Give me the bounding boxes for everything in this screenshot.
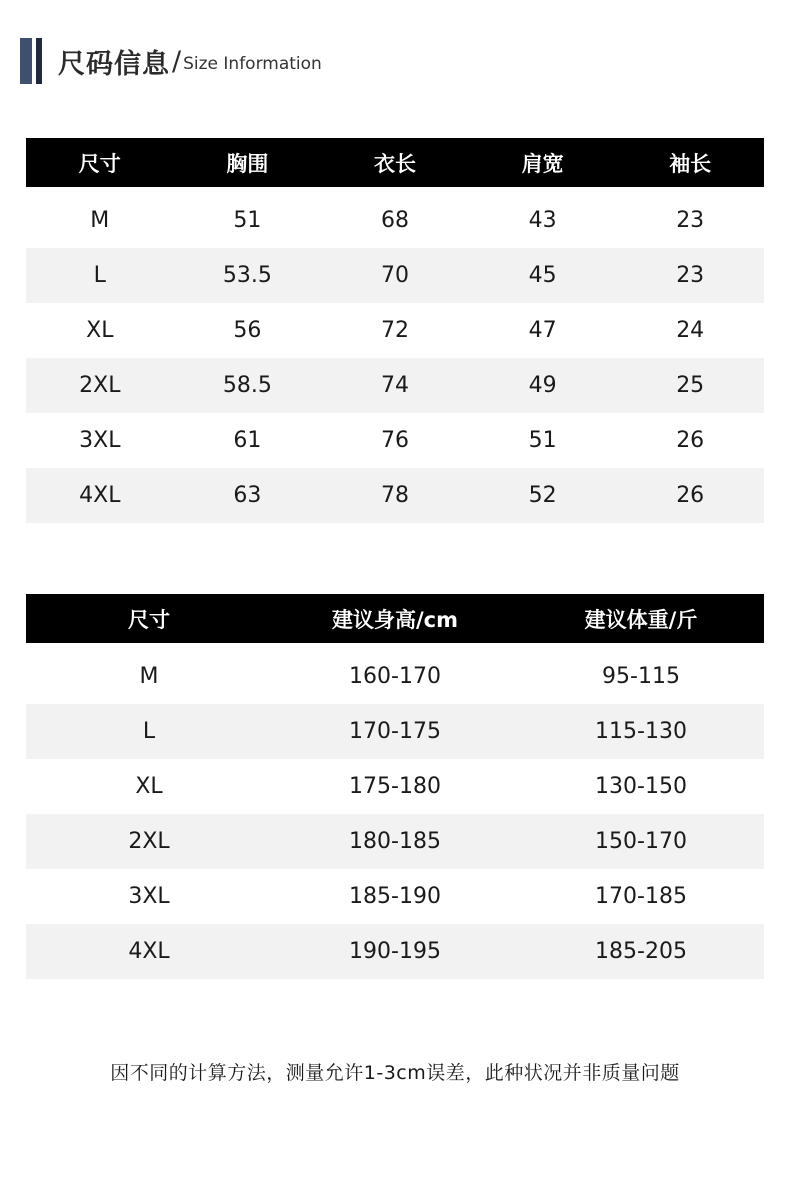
column-header: 尺寸: [26, 594, 272, 643]
table-cell: 74: [321, 358, 469, 413]
table-cell: 47: [528, 318, 557, 343]
table-row: [26, 358, 764, 413]
table-cell: L: [26, 248, 174, 303]
table-cell: 56: [233, 318, 262, 343]
table-row: [26, 814, 764, 869]
recommendation-table-header: [26, 594, 764, 643]
table-cell: 25: [616, 358, 764, 413]
table-cell: 190-195: [272, 924, 518, 979]
table-cell: 49: [469, 358, 617, 413]
column-header: 尺寸: [26, 138, 174, 187]
table-cell: 72: [380, 318, 409, 343]
column-header: 建议体重/斤: [518, 594, 764, 643]
table-cell: 160-170: [349, 664, 441, 689]
table-cell: 4XL: [26, 468, 174, 523]
heading-accent-bar: [20, 38, 32, 84]
table-cell: 95-115: [602, 664, 680, 689]
table-cell: 185-205: [518, 924, 764, 979]
table-row: [26, 759, 764, 814]
table-cell: 26: [676, 428, 705, 453]
column-header: 建议身高/cm: [272, 594, 518, 643]
column-header: 衣长: [321, 138, 469, 187]
table-cell: 115-130: [518, 704, 764, 759]
table-cell: 78: [321, 468, 469, 523]
column-header: 袖长: [616, 138, 764, 187]
table-cell: XL: [86, 318, 114, 343]
table-row: [26, 649, 764, 704]
table-row: [26, 193, 764, 248]
table-cell: 2XL: [26, 358, 174, 413]
table-cell: 185-190: [349, 884, 441, 909]
table-cell: 170-185: [595, 884, 687, 909]
table-cell: 23: [616, 248, 764, 303]
table-cell: 3XL: [128, 884, 170, 909]
table-row: [26, 248, 764, 303]
table-cell: 2XL: [26, 814, 272, 869]
table-cell: 150-170: [518, 814, 764, 869]
table-row: [26, 468, 764, 523]
table-cell: 68: [380, 208, 409, 233]
table-row: [26, 869, 764, 924]
table-cell: 52: [469, 468, 617, 523]
table-cell: 3XL: [79, 428, 121, 453]
table-cell: M: [139, 664, 159, 689]
table-cell: 45: [469, 248, 617, 303]
table-cell: 170-175: [272, 704, 518, 759]
table-cell: 53.5: [174, 248, 322, 303]
table-cell: 51: [233, 208, 262, 233]
measurement-table: [26, 138, 764, 523]
table-cell: 23: [676, 208, 705, 233]
table-cell: 58.5: [174, 358, 322, 413]
heading-slash: /: [172, 45, 182, 77]
table-cell: 130-150: [595, 774, 687, 799]
recommendation-table: [26, 594, 764, 979]
heading-accent-bar-dark: [36, 38, 42, 84]
table-cell: XL: [135, 774, 163, 799]
table-cell: 180-185: [272, 814, 518, 869]
table-row: [26, 704, 764, 759]
table-cell: M: [90, 208, 110, 233]
heading-subtitle: Size Information: [183, 54, 322, 74]
table-cell: 4XL: [26, 924, 272, 979]
table-cell: 26: [616, 468, 764, 523]
table-cell: 175-180: [349, 774, 441, 799]
column-header: 肩宽: [469, 138, 617, 187]
table-cell: 43: [528, 208, 557, 233]
table-cell: 51: [528, 428, 557, 453]
table-cell: 63: [174, 468, 322, 523]
table-row: [26, 413, 764, 468]
table-row: [26, 924, 764, 979]
table-cell: 70: [321, 248, 469, 303]
column-header: 胸围: [174, 138, 322, 187]
heading-title: 尺码信息: [58, 48, 170, 80]
section-heading: [20, 38, 322, 84]
measurement-table-header: [26, 138, 764, 187]
measurement-disclaimer: 因不同的计算方法，测量允许1-3cm误差，此种状况并非质量问题: [110, 1062, 680, 1084]
table-cell: 61: [233, 428, 262, 453]
table-cell: 76: [380, 428, 409, 453]
table-cell: L: [26, 704, 272, 759]
table-row: [26, 303, 764, 358]
table-cell: 24: [676, 318, 705, 343]
